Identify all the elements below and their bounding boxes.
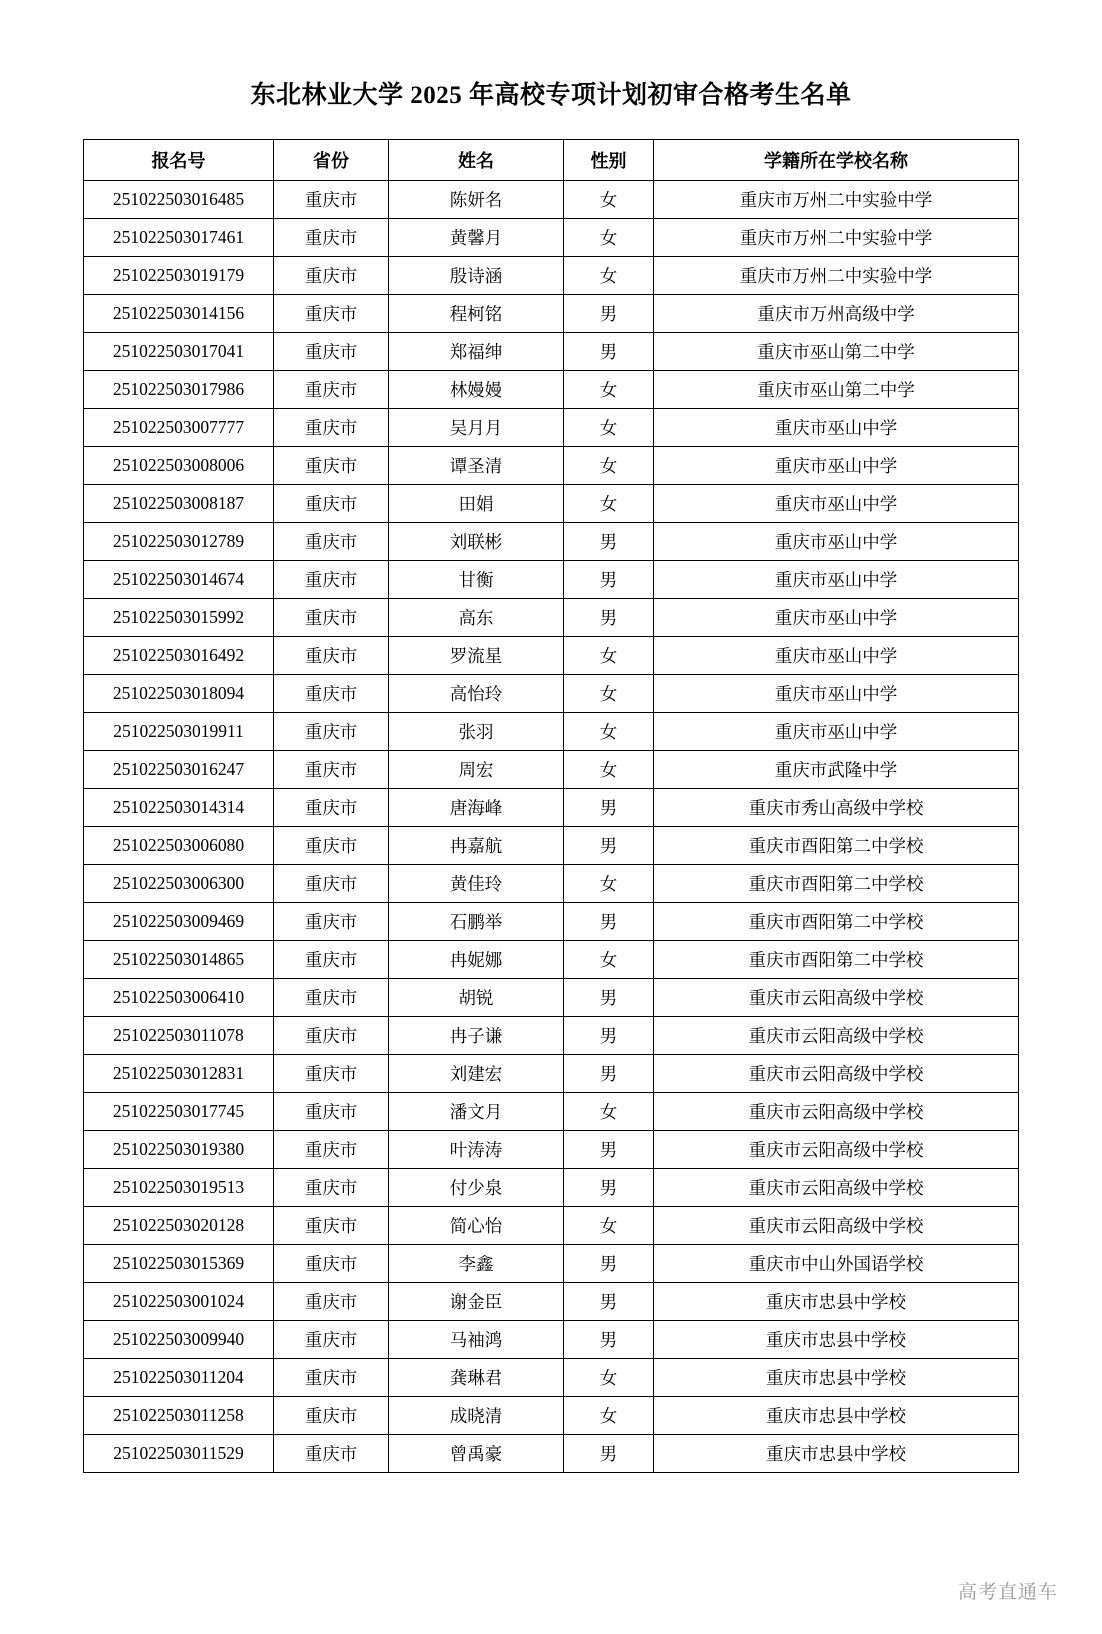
cell-gender: 男 [564,1055,654,1093]
cell-province: 重庆市 [274,789,389,827]
cell-registration-id: 251022503011258 [84,1397,274,1435]
cell-name: 胡锐 [389,979,564,1017]
cell-gender: 女 [564,219,654,257]
cell-name: 谢金臣 [389,1283,564,1321]
cell-name: 龚琳君 [389,1359,564,1397]
cell-school: 重庆市巫山中学 [654,599,1019,637]
cell-registration-id: 251022503008187 [84,485,274,523]
cell-province: 重庆市 [274,485,389,523]
cell-registration-id: 251022503012831 [84,1055,274,1093]
cell-school: 重庆市巫山中学 [654,713,1019,751]
cell-gender: 男 [564,979,654,1017]
cell-school: 重庆市巫山第二中学 [654,333,1019,371]
cell-name: 郑福绅 [389,333,564,371]
cell-gender: 男 [564,1169,654,1207]
table-row [84,181,1019,219]
table-row [84,789,1019,827]
cell-registration-id: 251022503012789 [84,523,274,561]
cell-gender: 男 [564,523,654,561]
cell-name: 刘建宏 [389,1055,564,1093]
cell-registration-id: 251022503014156 [84,295,274,333]
table-row [84,257,1019,295]
cell-name: 冉嘉航 [389,827,564,865]
cell-name: 唐海峰 [389,789,564,827]
table-row [84,751,1019,789]
cell-registration-id: 251022503019911 [84,713,274,751]
cell-school: 重庆市云阳高级中学校 [654,1169,1019,1207]
cell-gender: 女 [564,1093,654,1131]
column-header-registration-id: 报名号 [84,140,274,181]
cell-gender: 女 [564,409,654,447]
cell-name: 冉妮娜 [389,941,564,979]
cell-province: 重庆市 [274,257,389,295]
cell-province: 重庆市 [274,181,389,219]
cell-school: 重庆市万州高级中学 [654,295,1019,333]
cell-gender: 女 [564,1397,654,1435]
cell-registration-id: 251022503014674 [84,561,274,599]
cell-school: 重庆市云阳高级中学校 [654,979,1019,1017]
cell-name: 高东 [389,599,564,637]
cell-name: 叶涛涛 [389,1131,564,1169]
cell-registration-id: 251022503015992 [84,599,274,637]
cell-province: 重庆市 [274,637,389,675]
cell-name: 黄馨月 [389,219,564,257]
cell-gender: 女 [564,751,654,789]
cell-registration-id: 251022503009469 [84,903,274,941]
cell-gender: 女 [564,713,654,751]
cell-province: 重庆市 [274,333,389,371]
table-row [84,903,1019,941]
cell-name: 刘联彬 [389,523,564,561]
cell-school: 重庆市巫山中学 [654,485,1019,523]
cell-registration-id: 251022503019380 [84,1131,274,1169]
cell-school: 重庆市酉阳第二中学校 [654,865,1019,903]
cell-registration-id: 251022503008006 [84,447,274,485]
table-row [84,409,1019,447]
cell-school: 重庆市中山外国语学校 [654,1245,1019,1283]
cell-name: 张羽 [389,713,564,751]
cell-school: 重庆市巫山中学 [654,409,1019,447]
table-row [84,1093,1019,1131]
cell-name: 罗流星 [389,637,564,675]
table-row [84,637,1019,675]
cell-gender: 男 [564,333,654,371]
cell-registration-id: 251022503011529 [84,1435,274,1473]
table-row [84,1245,1019,1283]
cell-registration-id: 251022503019513 [84,1169,274,1207]
table-row [84,485,1019,523]
cell-province: 重庆市 [274,1397,389,1435]
cell-school: 重庆市云阳高级中学校 [654,1131,1019,1169]
cell-school: 重庆市酉阳第二中学校 [654,903,1019,941]
cell-school: 重庆市巫山中学 [654,561,1019,599]
table-row [84,1131,1019,1169]
table-row [84,865,1019,903]
cell-province: 重庆市 [274,1283,389,1321]
cell-gender: 女 [564,371,654,409]
cell-school: 重庆市秀山高级中学校 [654,789,1019,827]
cell-registration-id: 251022503011078 [84,1017,274,1055]
cell-registration-id: 251022503016485 [84,181,274,219]
cell-name: 付少泉 [389,1169,564,1207]
cell-province: 重庆市 [274,903,389,941]
table-row [84,1359,1019,1397]
page-title: 东北林业大学 2025 年高校专项计划初审合格考生名单 [250,82,852,109]
cell-registration-id: 251022503014314 [84,789,274,827]
cell-province: 重庆市 [274,295,389,333]
cell-province: 重庆市 [274,219,389,257]
cell-gender: 女 [564,485,654,523]
cell-registration-id: 251022503009940 [84,1321,274,1359]
table-row [84,675,1019,713]
cell-name: 马袖鸿 [389,1321,564,1359]
cell-gender: 女 [564,1207,654,1245]
cell-province: 重庆市 [274,1093,389,1131]
cell-gender: 男 [564,1283,654,1321]
cell-registration-id: 251022503006410 [84,979,274,1017]
cell-province: 重庆市 [274,599,389,637]
cell-name: 周宏 [389,751,564,789]
cell-school: 重庆市云阳高级中学校 [654,1017,1019,1055]
cell-school: 重庆市酉阳第二中学校 [654,941,1019,979]
cell-school: 重庆市云阳高级中学校 [654,1093,1019,1131]
cell-province: 重庆市 [274,751,389,789]
table-row [84,295,1019,333]
table-row [84,941,1019,979]
cell-name: 殷诗涵 [389,257,564,295]
cell-school: 重庆市万州二中实验中学 [654,181,1019,219]
cell-name: 田娟 [389,485,564,523]
cell-province: 重庆市 [274,1131,389,1169]
cell-name: 林嫚嫚 [389,371,564,409]
cell-province: 重庆市 [274,447,389,485]
cell-province: 重庆市 [274,675,389,713]
cell-name: 曾禹豪 [389,1435,564,1473]
table-row [84,1321,1019,1359]
cell-gender: 男 [564,1321,654,1359]
table-row [84,979,1019,1017]
table-row [84,1055,1019,1093]
cell-gender: 男 [564,561,654,599]
cell-gender: 男 [564,599,654,637]
cell-name: 甘衡 [389,561,564,599]
cell-province: 重庆市 [274,561,389,599]
cell-school: 重庆市武隆中学 [654,751,1019,789]
table-row [84,1169,1019,1207]
cell-province: 重庆市 [274,371,389,409]
document-page [0,75,1102,1634]
cell-province: 重庆市 [274,1017,389,1055]
table-header-row [84,140,1019,181]
cell-gender: 女 [564,447,654,485]
table-row [84,1397,1019,1435]
cell-gender: 女 [564,675,654,713]
cell-gender: 女 [564,1359,654,1397]
cell-province: 重庆市 [274,1207,389,1245]
cell-province: 重庆市 [274,1359,389,1397]
cell-registration-id: 251022503006300 [84,865,274,903]
cell-name: 石鹏举 [389,903,564,941]
column-header-school: 学籍所在学校名称 [654,140,1019,181]
table-row [84,561,1019,599]
cell-registration-id: 251022503016247 [84,751,274,789]
cell-province: 重庆市 [274,941,389,979]
cell-school: 重庆市万州二中实验中学 [654,219,1019,257]
cell-province: 重庆市 [274,409,389,447]
cell-registration-id: 251022503018094 [84,675,274,713]
candidate-roster-table [83,139,1019,1473]
cell-province: 重庆市 [274,1055,389,1093]
table-row [84,1207,1019,1245]
cell-name: 成晓清 [389,1397,564,1435]
cell-province: 重庆市 [274,1321,389,1359]
cell-name: 程柯铭 [389,295,564,333]
column-header-name: 姓名 [389,140,564,181]
table-row [84,827,1019,865]
cell-gender: 男 [564,789,654,827]
table-body [84,181,1019,1473]
cell-school: 重庆市巫山中学 [654,637,1019,675]
cell-school: 重庆市万州二中实验中学 [654,257,1019,295]
column-header-province: 省份 [274,140,389,181]
table-row [84,219,1019,257]
cell-gender: 男 [564,1245,654,1283]
table-row [84,447,1019,485]
cell-province: 重庆市 [274,1245,389,1283]
cell-registration-id: 251022503001024 [84,1283,274,1321]
cell-school: 重庆市云阳高级中学校 [654,1055,1019,1093]
cell-gender: 女 [564,181,654,219]
cell-gender: 女 [564,865,654,903]
cell-name: 冉子谦 [389,1017,564,1055]
table-row [84,523,1019,561]
cell-school: 重庆市忠县中学校 [654,1283,1019,1321]
cell-gender: 女 [564,257,654,295]
cell-name: 潘文月 [389,1093,564,1131]
cell-gender: 男 [564,827,654,865]
cell-province: 重庆市 [274,1435,389,1473]
cell-school: 重庆市酉阳第二中学校 [654,827,1019,865]
cell-province: 重庆市 [274,1169,389,1207]
cell-province: 重庆市 [274,523,389,561]
cell-name: 简心怡 [389,1207,564,1245]
cell-school: 重庆市忠县中学校 [654,1321,1019,1359]
cell-school: 重庆市忠县中学校 [654,1435,1019,1473]
cell-registration-id: 251022503016492 [84,637,274,675]
cell-gender: 男 [564,295,654,333]
cell-name: 吴月月 [389,409,564,447]
cell-school: 重庆市忠县中学校 [654,1397,1019,1435]
cell-province: 重庆市 [274,713,389,751]
cell-name: 谭圣清 [389,447,564,485]
table-row [84,371,1019,409]
cell-school: 重庆市巫山第二中学 [654,371,1019,409]
cell-gender: 女 [564,941,654,979]
table-row [84,333,1019,371]
cell-registration-id: 251022503017041 [84,333,274,371]
cell-province: 重庆市 [274,979,389,1017]
cell-registration-id: 251022503017745 [84,1093,274,1131]
cell-registration-id: 251022503007777 [84,409,274,447]
cell-province: 重庆市 [274,865,389,903]
cell-province: 重庆市 [274,827,389,865]
table-row [84,599,1019,637]
cell-school: 重庆市巫山中学 [654,675,1019,713]
cell-name: 陈妍名 [389,181,564,219]
cell-registration-id: 251022503006080 [84,827,274,865]
cell-name: 高怡玲 [389,675,564,713]
cell-gender: 男 [564,903,654,941]
cell-registration-id: 251022503017461 [84,219,274,257]
cell-registration-id: 251022503015369 [84,1245,274,1283]
column-header-gender: 性别 [564,140,654,181]
cell-gender: 男 [564,1017,654,1055]
cell-gender: 女 [564,637,654,675]
cell-registration-id: 251022503011204 [84,1359,274,1397]
cell-name: 黄佳玲 [389,865,564,903]
cell-registration-id: 251022503017986 [84,371,274,409]
cell-school: 重庆市云阳高级中学校 [654,1207,1019,1245]
cell-registration-id: 251022503020128 [84,1207,274,1245]
cell-name: 李鑫 [389,1245,564,1283]
table-row [84,1017,1019,1055]
cell-school: 重庆市忠县中学校 [654,1359,1019,1397]
cell-gender: 男 [564,1131,654,1169]
cell-registration-id: 251022503014865 [84,941,274,979]
cell-school: 重庆市巫山中学 [654,523,1019,561]
table-row [84,1435,1019,1473]
watermark: 高考直通车 [957,1582,1058,1603]
table-row [84,1283,1019,1321]
table-row [84,713,1019,751]
cell-registration-id: 251022503019179 [84,257,274,295]
cell-gender: 男 [564,1435,654,1473]
cell-school: 重庆市巫山中学 [654,447,1019,485]
